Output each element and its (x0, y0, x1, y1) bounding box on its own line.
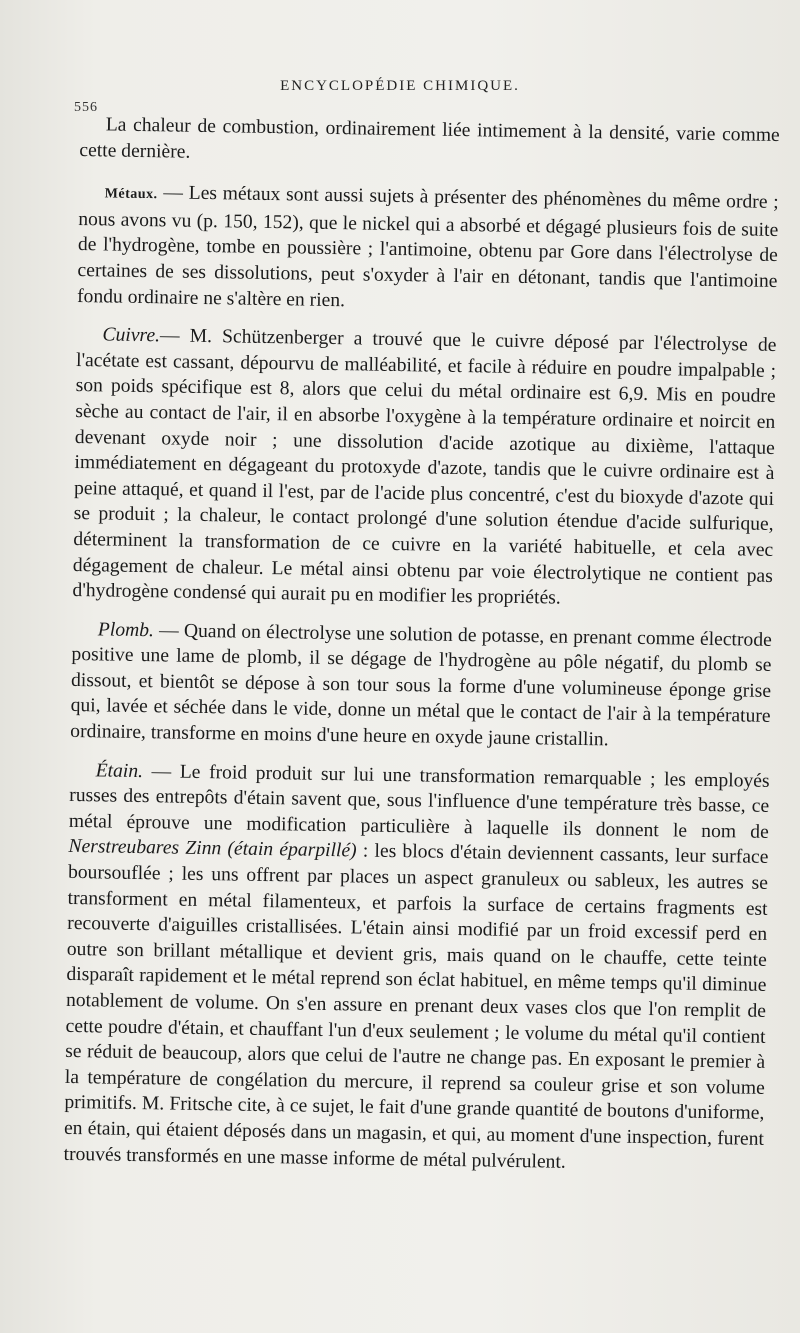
paragraph-etain (63, 758, 769, 1178)
section-lead-etain: Étain. (95, 759, 144, 782)
running-title: ENCYCLOPÉDIE CHIMIQUE. (280, 78, 520, 94)
section-lead-plomb: Plomb. (97, 619, 155, 641)
paragraph-text: — Les métaux sont aussi sujets à présenter des phénomènes du même ordre ; nous avons vu (p. 150, 152), que le nickel qui a absorbé et dégagé plusieurs fois de suite de l'hydrogène, tombe en poussière ; l'antimoine, obtenu par Gore dans l'électrolyse de certaines de ses dissolutions, peut s'oxyder à l'air en détonant, tandis que l'antimoine fondu ordinaire ne s'altère en rien. (76, 182, 779, 311)
italic-term: Nerstreubares Zinn (étain éparpillé) (68, 836, 357, 862)
paragraph-metaux (77, 179, 779, 320)
body-text (63, 112, 780, 1191)
paragraph-text: La chaleur de combustion, ordinairement liée intimement à la densité, varie comme cette dernière. (79, 114, 780, 163)
paragraph-intro (79, 112, 780, 174)
paragraph-text: — Quand on électrolyse une solution de potasse, en prenant comme électrode positive une lame de plomb, il se dégage de l'hydrogène au pôle négatif, du plomb se dissout, et bientôt se dépose à son tour sous la forme d'une volumineuse éponge grise qui, lavée et séchée dans le vide, donne un métal que le contact de l'air à la température ordinaire, transforme en moins d'une heure en oxyde jaune cristallin. (70, 619, 772, 751)
paragraph-plomb (70, 617, 772, 756)
page-number: 556 (74, 100, 98, 115)
section-lead-cuivre: Cuivre. (102, 324, 161, 347)
paragraph-text: : les blocs d'étain deviennent cassants, leur surface boursouflée ; les uns offrent par places un aspect granuleux ou sableux, les autres se transforment en métal filamenteux, et parfois la surface de certains fragments est recouverte d'aiguilles cristallisées. L'étain ainsi modifié par un froid excessif perd en outre son brillant métallique et devient gris, mais quand on le chauffe, cette teinte disparaît rapidement et le métal reprend son éclat habituel, en même temps qu'il diminue notablement de volume. On s'en assure en prenant deux vases clos que l'on remplit de cette poudre d'étain, et chauffant l'un d'eux seulement ; le volume du métal qu'il contient se réduit de beaucoup, alors que celui de l'autre ne change pas. En exposant le premier à la température de congélation du mercure, il reprend sa couleur grise et son volume primitifs. M. Fritsche cite, à ce sujet, le fait d'une grande quantité de boutons d'uniforme, en étain, qui étaient déposés dans un magasin, et qui, au moment d'une inspection, furent trouvés transformés en une masse informe de métal pulvérulent. (63, 840, 769, 1173)
paragraph-text: — Le froid produit sur lui une transformation remarquable ; les employés russes des entrepôts d'étain savent que, sous l'influence d'une température très basse, ce métal éprouve une modification particulière à laquelle ils donnent le nom de (68, 760, 770, 843)
paragraph-cuivre (72, 322, 776, 614)
paragraph-text: — M. Schützenberger a trouvé que le cuivre déposé par l'électrolyse de l'acétate est cassant, dépourvu de malléabilité, et facile à réduire en poudre impalpable ; son poids spécifique est 8, alors que celui du métal ordinaire est 6,9. Mis en poudre sèche au contact de l'air, il en absorbe l'oxygène à la température ordinaire et noircit en devenant oxyde noir ; une dissolution d'acide azotique au dixième, l'attaque immédiatement en dégageant du protoxyde d'azote, tandis que le cuivre ordinaire est à peine attaqué, et quand il l'est, par de l'acide plus concentré, c'est du bioxyde d'azote qui se produit ; la chaleur, le contact prolongé d'une solution étendue d'acide sulfurique, déterminent la transformation de ce cuivre en la variété habituelle, et cela avec dégagement de chaleur. Le métal ainsi obtenu par voie électrolytique ne contient pas d'hydrogène condensé qui aurait pu en modifier les propriétés. (72, 325, 777, 609)
section-lead-metaux: Métaux. (104, 186, 158, 203)
